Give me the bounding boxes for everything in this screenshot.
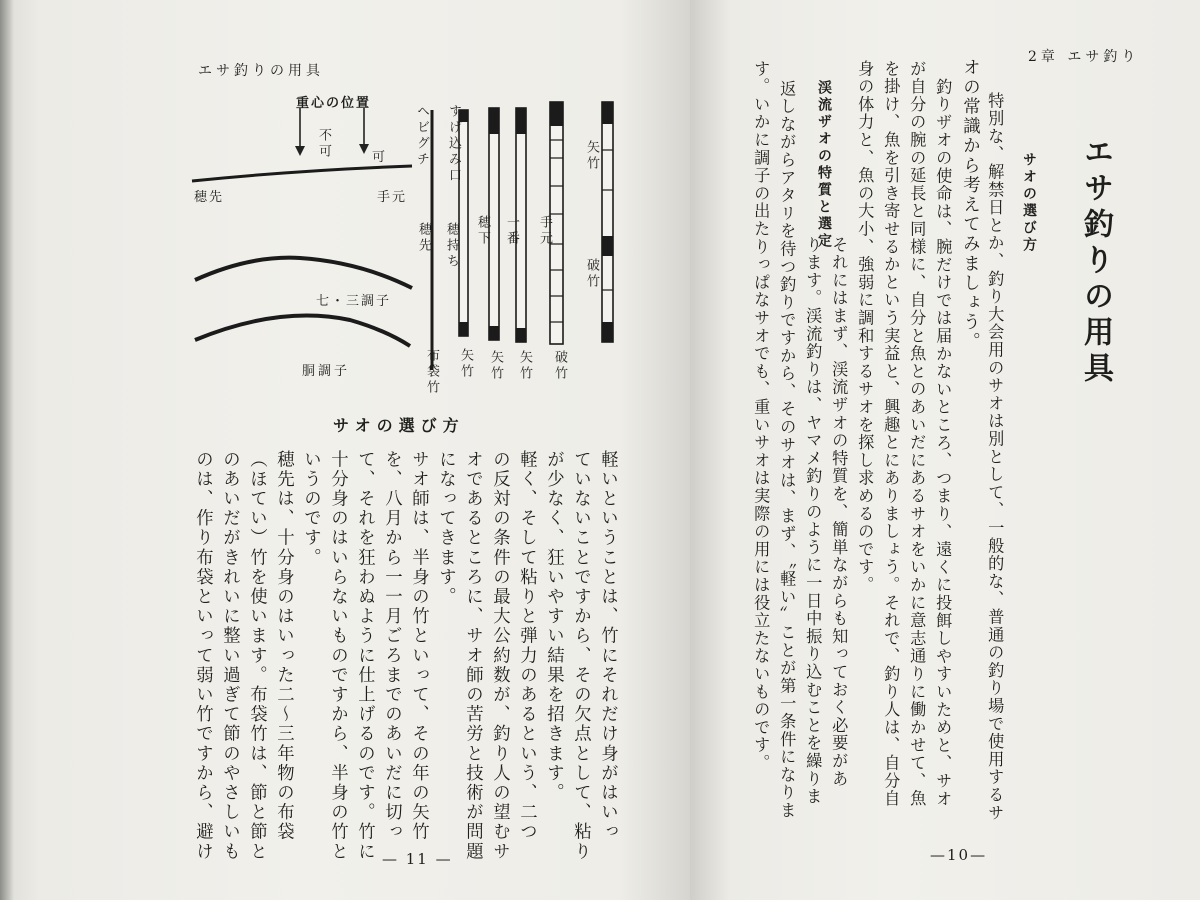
curve-seven-three — [195, 258, 412, 288]
rod-label-top-tip: 穂先 — [416, 222, 431, 254]
section1-heading: サオの選び方 — [1021, 152, 1037, 254]
page-number-left: — 11 — — [382, 850, 453, 868]
rod-label-top-3: 穂下 — [475, 215, 490, 247]
left-col-3: が少なく、狂いやすい結果を招きます。 — [543, 450, 564, 803]
right-col-1: 特別な、解禁日とか、釣り大会用のサオは別として、一般的な、普通の釣り場で使用するサ — [985, 92, 1005, 822]
tip-label: 穂先 — [194, 190, 225, 205]
left-col-7: になってきます。 — [435, 450, 456, 607]
rod-label-top-4: 一番 — [504, 215, 519, 247]
balance-label: 重心の位置 — [296, 96, 372, 111]
cane-sample — [602, 102, 613, 342]
pin-label: ヘビグチ — [414, 104, 429, 168]
right-col-3: 釣りザオの使命は、腕だけでは届かないところ、つまり、遠くに投餌しやすいためと、サオ — [933, 78, 953, 808]
section2-heading: 渓流ザオの特質と選定 — [816, 80, 832, 250]
running-head-left: エサ釣りの用具 — [198, 63, 324, 79]
rod-label-bottom-butt: 破竹 — [552, 350, 567, 382]
butt-label: 手元 — [377, 190, 408, 205]
rod-label-bottom-3: 矢竹 — [488, 350, 503, 382]
right-col-6: 身の体力と、魚の大小、強弱に調和するサオを探し求めるのです。 — [855, 60, 875, 594]
seven-three-label: 七・三調子 — [316, 294, 392, 309]
sleeve-label: すげ込み口 — [446, 104, 461, 184]
left-col-6: オであるところに、サオ師の苦労と技術が問題 — [462, 450, 483, 862]
section-title-left: サオの選び方 — [333, 416, 465, 435]
curve-body-action — [195, 316, 410, 347]
running-head-right: 2章 エサ釣り — [1028, 49, 1140, 65]
left-col-10: て、それを狂わぬように仕上げるのです。竹に — [354, 450, 375, 862]
left-col-15: のあいだがきれいに整い過ぎて節のやさしいも — [219, 450, 240, 862]
left-col-1: 軽いということは、竹にそれだけ身がはいっ — [597, 450, 618, 842]
right-col-5: を掛け、魚を引き寄せるかという実益と、興趣とにありましょう。それで、釣り人は、自分自 — [881, 60, 901, 808]
rod-line-straight — [192, 166, 412, 181]
rod-label-bottom-tip: 布袋竹 — [424, 348, 439, 396]
left-col-11: 十分身のはいらないものですから、半身の竹と — [327, 450, 348, 862]
right-col-4: が自分の腕の延長と同様に、自分と魚とのあいだにあるサオをいかに意志通りに働かせて、魚 — [907, 60, 927, 808]
left-col-2: ていないことですから、その欠点として、粘り — [570, 450, 591, 862]
cane1-label: 矢竹 — [584, 140, 599, 172]
right-col-2: オの常識から考えてみましょう。 — [959, 58, 980, 352]
rod-label-top-butt: 手元 — [537, 215, 552, 247]
right-col-10: す。いかに調子の出たりっぱなサオでも、重いサオは実際の用には役立たないものです。 — [751, 60, 771, 772]
rod-label-top-2: 穂持ち — [444, 222, 459, 270]
left-col-4: 軽く、そして粘りと弾力のあるという、二つ — [516, 450, 537, 842]
rod-diagram — [0, 0, 690, 420]
right-col-7: それにはまず、渓流ザオの特質を、簡単ながらも知っておく必要があ — [829, 236, 849, 788]
balance-bad-label: 不可 — [316, 128, 331, 160]
left-col-5: の反対の条件の最大公約数が、釣り人の望むサ — [489, 450, 510, 862]
right-col-8: ります。渓流釣りは、ヤマメ釣りのように一日中振り込むことを繰りま — [803, 236, 823, 806]
left-col-13: 穂先は、十分身のはいった二〜三年物の布袋 — [273, 450, 294, 842]
left-col-9: を、八月から一一月ごろまでのあいだに切っ — [381, 450, 402, 842]
left-col-16: のは、作り布袋といって弱い竹ですから、避け — [192, 450, 213, 862]
cane2-label: 破竹 — [584, 258, 599, 290]
left-col-14: （ほてい）竹を使います。布袋竹は、節と節と — [246, 450, 267, 862]
left-col-12: いうのです。 — [300, 450, 321, 568]
right-col-9: 返しながらアタリを待つ釣りですから、そのサオは、まず、〝軽い〟ことが第一条件になりま — [777, 80, 797, 820]
rod-label-bottom-2: 矢竹 — [458, 348, 473, 380]
chapter-title: エサ釣りの用具 — [1078, 136, 1113, 388]
body-action-label: 胴調子 — [302, 364, 351, 379]
rod-label-bottom-4: 矢竹 — [517, 350, 532, 382]
left-col-8: サオ師は、半身の竹といって、その年の矢竹 — [408, 450, 429, 842]
balance-good-label: 可 — [372, 150, 386, 165]
right-page — [690, 0, 1200, 900]
page-number-right: —10— — [930, 846, 988, 864]
